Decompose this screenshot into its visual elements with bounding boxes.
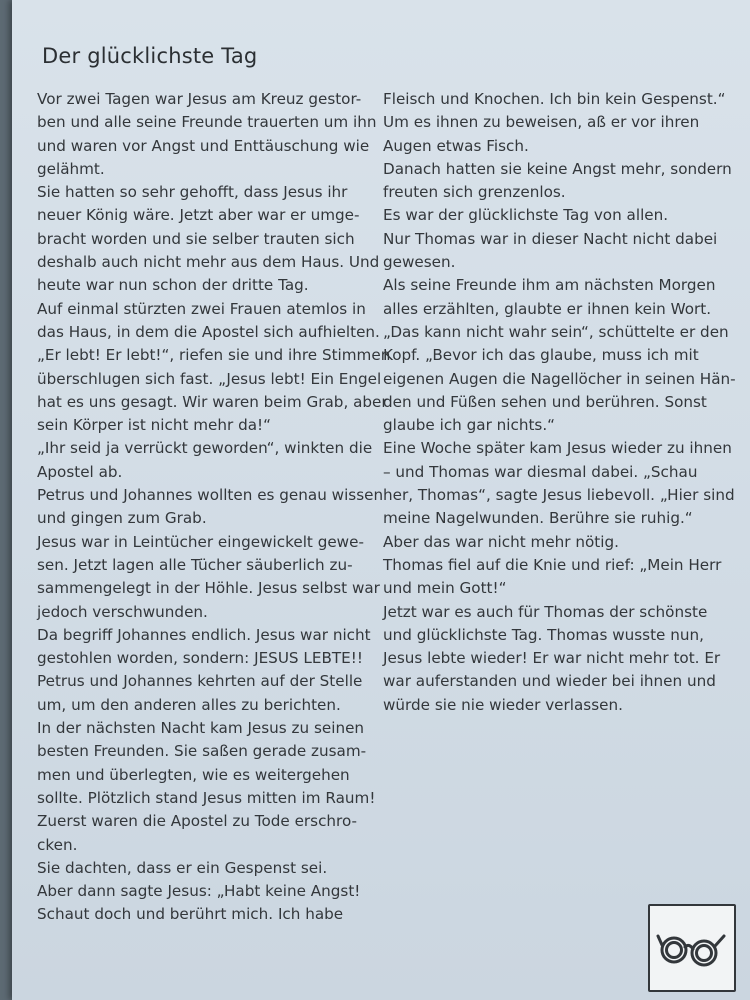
reading-badge xyxy=(648,904,736,992)
text-line: Als seine Freunde ihm am nächsten Morgen xyxy=(383,276,716,295)
text-line: Petrus und Johannes kehrten auf der Stelle xyxy=(37,672,363,691)
text-line: und mein Gott!“ xyxy=(383,579,507,598)
text-line: Thomas fiel auf die Knie und rief: „Mein Herr xyxy=(383,555,722,574)
text-line: überschlugen sich fast. „Jesus lebt! Ein Engel xyxy=(37,369,382,388)
text-line: sammengelegt in der Höhle. Jesus selbst war xyxy=(37,579,380,598)
text-line: Schaut doch und berührt mich. Ich habe xyxy=(37,905,344,924)
text-line: und gingen zum Grab. xyxy=(37,509,207,528)
text-line: das Haus, in dem die Apostel sich aufhielten. xyxy=(37,322,380,341)
text-line: Es war der glücklichste Tag von allen. xyxy=(383,206,669,225)
text-line: Jetzt war es auch für Thomas der schönste xyxy=(383,602,708,621)
page-title: Der glücklichste Tag xyxy=(42,44,258,68)
text-line: Sie dachten, dass er ein Gespenst sei. xyxy=(37,858,328,877)
text-line: Fleisch und Knochen. Ich bin kein Gespenst.“ xyxy=(383,90,726,108)
story-column-right xyxy=(383,88,736,717)
text-line: „Ihr seid ja verrückt geworden“, winkten die xyxy=(37,439,373,458)
text-line: den und Füßen sehen und berühren. Sonst xyxy=(383,392,707,411)
text-line: Jesus war in Leintücher eingewickelt gewe- xyxy=(37,532,364,551)
text-line: cken. xyxy=(37,835,78,854)
text-line: und glücklichste Tag. Thomas wusste nun, xyxy=(383,625,704,644)
text-line: Um es ihnen zu beweisen, aß er vor ihren xyxy=(383,113,700,132)
text-line: besten Freunden. Sie saßen gerade zusam- xyxy=(37,742,367,761)
text-line: bracht worden und sie selber trauten sich xyxy=(37,229,355,248)
text-line: Aber das war nicht mehr nötig. xyxy=(383,532,619,551)
text-line: – und Thomas war diesmal dabei. „Schau xyxy=(383,462,698,481)
text-line: Apostel ab. xyxy=(37,462,123,481)
text-line: glaube ich gar nichts.“ xyxy=(383,416,556,435)
text-line: sein Körper ist nicht mehr da!“ xyxy=(37,416,271,435)
text-line: sollte. Plötzlich stand Jesus mitten im Raum! xyxy=(37,788,376,807)
text-line: hat es uns gesagt. Wir waren beim Grab, aber xyxy=(37,392,388,411)
text-line: „Das kann nicht wahr sein“, schüttelte er den xyxy=(383,322,729,341)
text-line: Nur Thomas war in dieser Nacht nicht dabei xyxy=(383,229,718,248)
text-line: eigenen Augen die Nagellöcher in seinen Hän- xyxy=(383,369,736,388)
text-line: sen. Jetzt lagen alle Tücher säuberlich zu- xyxy=(37,555,353,574)
text-line: Zuerst waren die Apostel zu Tode erschro- xyxy=(37,812,358,831)
text-line: neuer König wäre. Jetzt aber war er umge- xyxy=(37,206,360,225)
text-line: Danach hatten sie keine Angst mehr, sondern xyxy=(383,159,732,178)
text-line: meine Nagelwunden. Berühre sie ruhig.“ xyxy=(383,509,693,528)
text-line: Augen etwas Fisch. xyxy=(383,136,529,155)
text-line: gestohlen worden, sondern: JESUS LEBTE!! xyxy=(37,649,363,668)
text-line: Vor zwei Tagen war Jesus am Kreuz gestor- xyxy=(37,90,362,108)
text-line: deshalb auch nicht mehr aus dem Haus. Und xyxy=(37,253,380,272)
text-line: Aber dann sagte Jesus: „Habt keine Angst! xyxy=(37,882,361,901)
story-column-left xyxy=(37,88,391,927)
text-line: jedoch verschwunden. xyxy=(37,602,208,621)
text-line: alles erzählten, glaubte er ihnen kein Wort. xyxy=(383,299,712,318)
text-line: „Er lebt! Er lebt!“, riefen sie und ihre Stimmen xyxy=(37,346,391,365)
text-line: ben und alle seine Freunde trauerten um ihn xyxy=(37,113,377,132)
worksheet-page xyxy=(12,0,750,1000)
text-line: Petrus und Johannes wollten es genau wissen xyxy=(37,486,384,505)
text-line: Auf einmal stürzten zwei Frauen atemlos in xyxy=(37,299,366,318)
text-line: und waren vor Angst und Enttäuschung wie xyxy=(37,136,370,155)
text-line: Sie hatten so sehr gehofft, dass Jesus ihr xyxy=(37,183,348,202)
text-line: gelähmt. xyxy=(37,159,105,178)
text-line: um, um den anderen alles zu berichten. xyxy=(37,695,341,714)
glasses-icon xyxy=(654,920,730,974)
text-line: heute war nun schon der dritte Tag. xyxy=(37,276,309,295)
text-line: Jesus lebte wieder! Er war nicht mehr tot. Er xyxy=(383,649,721,668)
text-line: her, Thomas“, sagte Jesus liebevoll. „Hier sind xyxy=(383,486,735,505)
text-line: gewesen. xyxy=(383,253,456,272)
text-line: In der nächsten Nacht kam Jesus zu seinen xyxy=(37,719,365,738)
text-line: würde sie nie wieder verlassen. xyxy=(383,695,623,714)
text-line: men und überlegten, wie es weitergehen xyxy=(37,765,350,784)
text-line: Da begriff Johannes endlich. Jesus war nicht xyxy=(37,625,371,644)
text-line: Kopf. „Bevor ich das glaube, muss ich mit xyxy=(383,346,699,365)
text-line: freuten sich grenzenlos. xyxy=(383,183,566,202)
text-line: Eine Woche später kam Jesus wieder zu ihnen xyxy=(383,439,732,458)
text-line: war auferstanden und wieder bei ihnen und xyxy=(383,672,716,691)
